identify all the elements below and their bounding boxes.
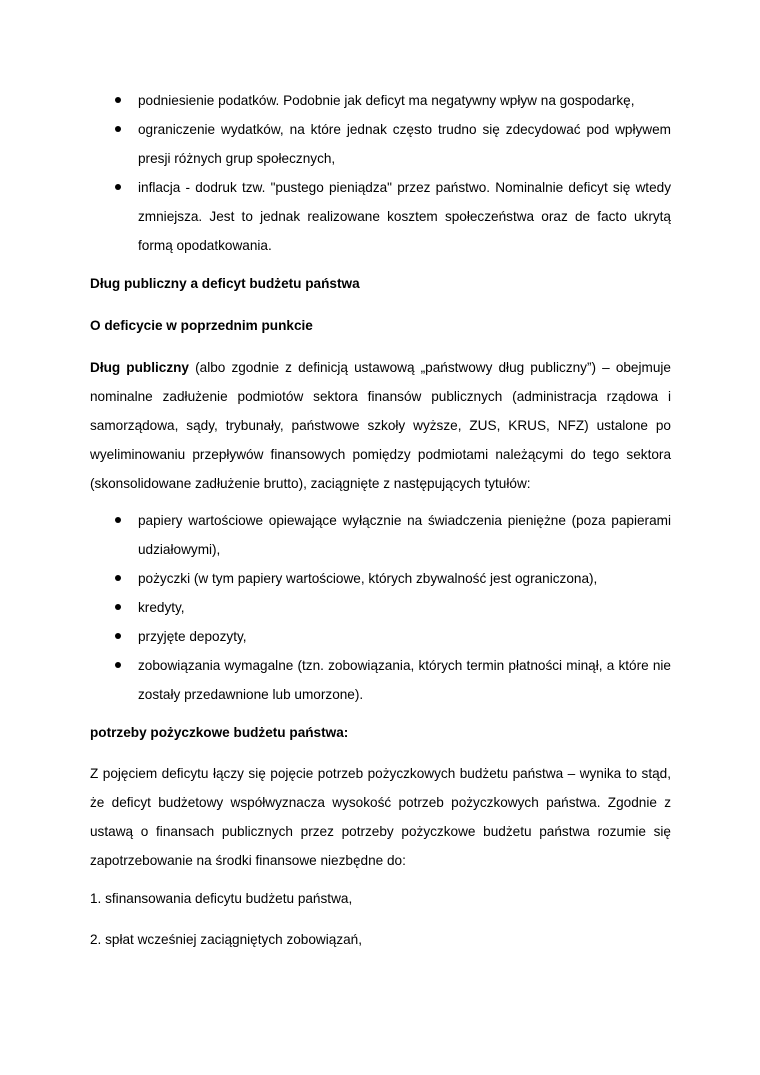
- bullet-icon: [115, 633, 121, 639]
- list-item: [90, 86, 671, 115]
- numbered-item: 1. sfinansowania deficytu budżetu państwa,: [90, 891, 353, 906]
- section-heading: O deficycie w poprzednim punkcie: [90, 318, 313, 333]
- list-item-text: inflacja - dodruk tzw. "pustego pieniądza" przez państwo. Nominalnie deficyt się wtedy zmniejsza. Jest to jednak realizowane kosztem społeczeństwa oraz de facto ukrytą formą opodatkowania.: [138, 180, 671, 253]
- paragraph-public-debt: [90, 353, 671, 498]
- paragraph-borrowing-needs: Z pojęciem deficytu łączy się pojęcie potrzeb pożyczkowych budżetu państwa – wynika to stąd, że deficyt budżetowy współwyznacza wysokość potrzeb pożyczkowych państwa. Zgodnie z ustawą o finansach publicznych przez potrzeby pożyczkowe budżetu państwa rozumie się zapotrzebowanie na środki finansowe niezbędne do:: [90, 766, 671, 868]
- bullet-icon: [115, 662, 121, 668]
- term-bold: Dług publiczny: [90, 360, 189, 375]
- list-item-text: papiery wartościowe opiewające wyłącznie na świadczenia pieniężne (poza papierami udziałowymi),: [138, 513, 671, 557]
- list-item-text: ograniczenie wydatków, na które jednak często trudno się zdecydować pod wpływem presji różnych grup społecznych,: [138, 122, 671, 166]
- list-item: [90, 651, 671, 709]
- bullet-icon: [115, 604, 121, 610]
- list-item-text: podniesienie podatków. Podobnie jak deficyt ma negatywny wpływ na gospodarkę,: [138, 93, 635, 108]
- bullet-icon: [115, 126, 121, 132]
- bullet-list-financing: [90, 86, 671, 260]
- list-item: [90, 115, 671, 173]
- section-heading: potrzeby pożyczkowe budżetu państwa:: [90, 725, 349, 740]
- section-heading: Dług publiczny a deficyt budżetu państwa: [90, 276, 360, 291]
- list-item-text: kredyty,: [138, 600, 185, 615]
- list-item-text: pożyczki (w tym papiery wartościowe, których zbywalność jest ograniczona),: [138, 571, 598, 586]
- bullet-icon: [115, 97, 121, 103]
- list-item: [90, 564, 671, 593]
- numbered-item: 2. spłat wcześniej zaciągniętych zobowiązań,: [90, 932, 363, 947]
- bullet-icon: [115, 517, 121, 523]
- list-item: [90, 622, 671, 651]
- list-item: [90, 506, 671, 564]
- list-item-text: przyjęte depozyty,: [138, 629, 247, 644]
- bullet-icon: [115, 575, 121, 581]
- list-item: [90, 173, 671, 260]
- bullet-list-debt-titles: [90, 506, 671, 709]
- list-item: [90, 593, 671, 622]
- list-item-text: zobowiązania wymagalne (tzn. zobowiązania, których termin płatności minął, a które nie zostały przedawnione lub umorzone).: [138, 658, 671, 702]
- bullet-icon: [115, 184, 121, 190]
- paragraph-text: (albo zgodnie z definicją ustawową „państwowy dług publiczny”) – obejmuje nominalne zadłużenie podmiotów sektora finansów publicznych (administracja rządowa i samorządowa, sądy, trybunały, państwowe szkoły wyższe, ZUS, KRUS, NFZ) ustalone po wyeliminowaniu przepływów finansowych pomiędzy podmiotami należącymi do tego sektora (skonsolidowane zadłużenie brutto), zaciągnięte z następujących tytułów:: [90, 360, 671, 491]
